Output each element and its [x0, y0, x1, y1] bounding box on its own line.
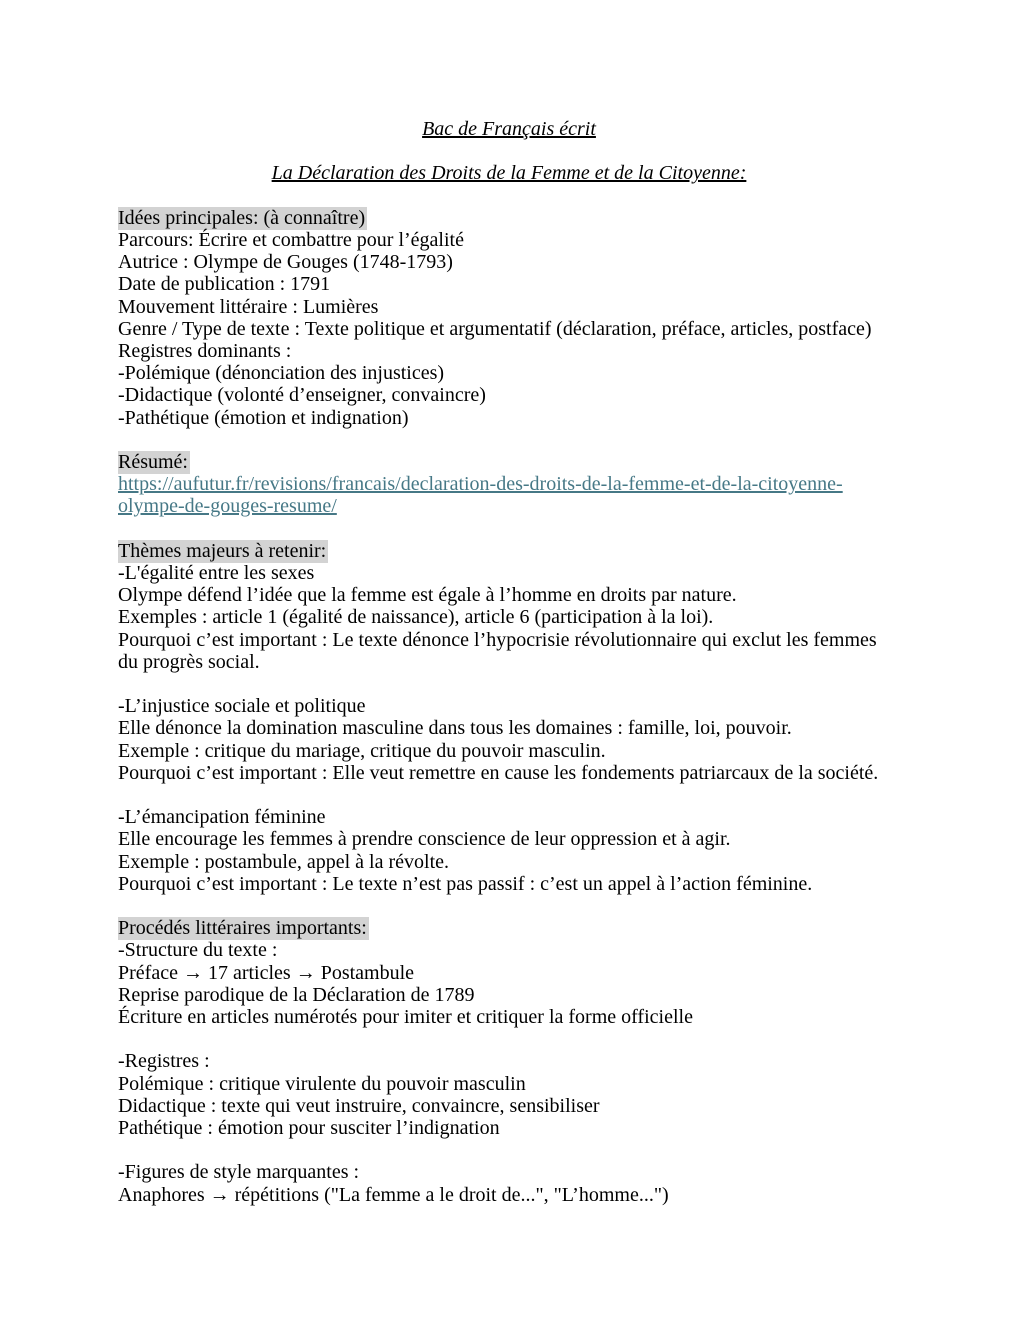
text-line: -Polémique (dénonciation des injustices)	[118, 362, 445, 385]
text-line: Écriture en articles numérotés pour imiter et critiquer la forme officielle	[118, 1006, 693, 1029]
paragraph-egalite	[118, 562, 900, 673]
section-heading-themes: Thèmes majeurs à retenir:	[118, 539, 327, 562]
link-line	[118, 473, 900, 517]
text-line: -Didactique (volonté d’enseigner, convaincre)	[118, 384, 486, 407]
text-line: Reprise parodique de la Déclaration de 1789	[118, 983, 475, 1006]
section-heading-procedes: Procédés littéraires importants:	[118, 917, 367, 940]
paragraph-registres	[118, 1050, 900, 1139]
text-line: Elle encourage les femmes à prendre conscience de leur oppression et à agir.	[118, 828, 731, 851]
text-line: -L’injustice sociale et politique	[118, 695, 366, 718]
section-idees-principales	[118, 207, 900, 429]
section-heading-row	[118, 207, 900, 229]
paragraph-structure	[118, 939, 900, 1028]
text-line: Polémique : critique virulente du pouvoir masculin	[118, 1072, 526, 1095]
section-heading-resume: Résumé:	[118, 451, 188, 473]
section-heading-row	[118, 451, 900, 473]
section-heading-idees: Idées principales: (à connaître)	[118, 206, 366, 229]
text-line: -Structure du texte :	[118, 939, 278, 962]
section-themes-majeurs	[118, 540, 900, 895]
text-line: -L'égalité entre les sexes	[118, 562, 315, 584]
section-procedes-litteraires	[118, 917, 900, 1206]
doc-title-text: Bac de Français écrit	[422, 118, 596, 140]
text-line: Exemples : article 1 (égalité de naissance), article 6 (participation à la loi).	[118, 606, 714, 629]
text-line: -Pathétique (émotion et indignation)	[118, 406, 409, 429]
text-line: Autrice : Olympe de Gouges (1748-1793)	[118, 251, 453, 274]
text-line: Exemple : critique du mariage, critique du pouvoir masculin.	[118, 739, 606, 762]
text-line: Olympe défend l’idée que la femme est égale à l’homme en droits par nature.	[118, 584, 737, 607]
text-line: Genre / Type de texte : Texte politique et argumentatif (déclaration, préface, articles, postface)	[118, 317, 872, 340]
text-line: Anaphores → répétitions ("La femme a le droit de...", "L’homme...")	[118, 1183, 669, 1206]
section-heading-row	[118, 917, 900, 939]
resume-hyperlink[interactable]: https://aufutur.fr/revisions/francais/declaration-des-droits-de-la-femme-et-de-la-citoyenne-olympe-de-gouges-resume/	[118, 473, 843, 518]
paragraph-figures-de-style	[118, 1161, 900, 1205]
text-line: -Figures de style marquantes :	[118, 1161, 360, 1184]
text-line: Exemple : postambule, appel à la révolte.	[118, 850, 449, 873]
doc-subtitle-text: La Déclaration des Droits de la Femme et de la Citoyenne:	[271, 162, 747, 185]
text-line: Pourquoi c’est important : Le texte dénonce l’hypocrisie révolutionnaire qui exclut les femmes du progrès social.	[118, 628, 877, 673]
doc-title	[118, 118, 900, 140]
text-line: Mouvement littéraire : Lumières	[118, 295, 379, 318]
text-line: Registres dominants :	[118, 340, 292, 362]
text-line: Date de publication : 1791	[118, 273, 331, 296]
section-heading-row	[118, 540, 900, 562]
text-line: Pathétique : émotion pour susciter l’indignation	[118, 1117, 500, 1140]
paragraph-emancipation	[118, 806, 900, 895]
section-resume	[118, 451, 900, 518]
text-line: Elle dénonce la domination masculine dans tous les domaines : famille, loi, pouvoir.	[118, 717, 792, 740]
text-line: Pourquoi c’est important : Le texte n’est pas passif : c’est un appel à l’action féminine.	[118, 872, 813, 895]
doc-subtitle	[118, 162, 900, 184]
text-line: -Registres :	[118, 1050, 210, 1073]
text-line: Pourquoi c’est important : Elle veut remettre en cause les fondements patriarcaux de la société.	[118, 761, 879, 784]
paragraph-injustice	[118, 695, 900, 784]
text-line: -L’émancipation féminine	[118, 806, 326, 829]
text-line: Didactique : texte qui veut instruire, convaincre, sensibiliser	[118, 1094, 600, 1117]
text-line: Parcours: Écrire et combattre pour l’égalité	[118, 228, 464, 251]
text-line: Préface → 17 articles → Postambule	[118, 961, 415, 984]
